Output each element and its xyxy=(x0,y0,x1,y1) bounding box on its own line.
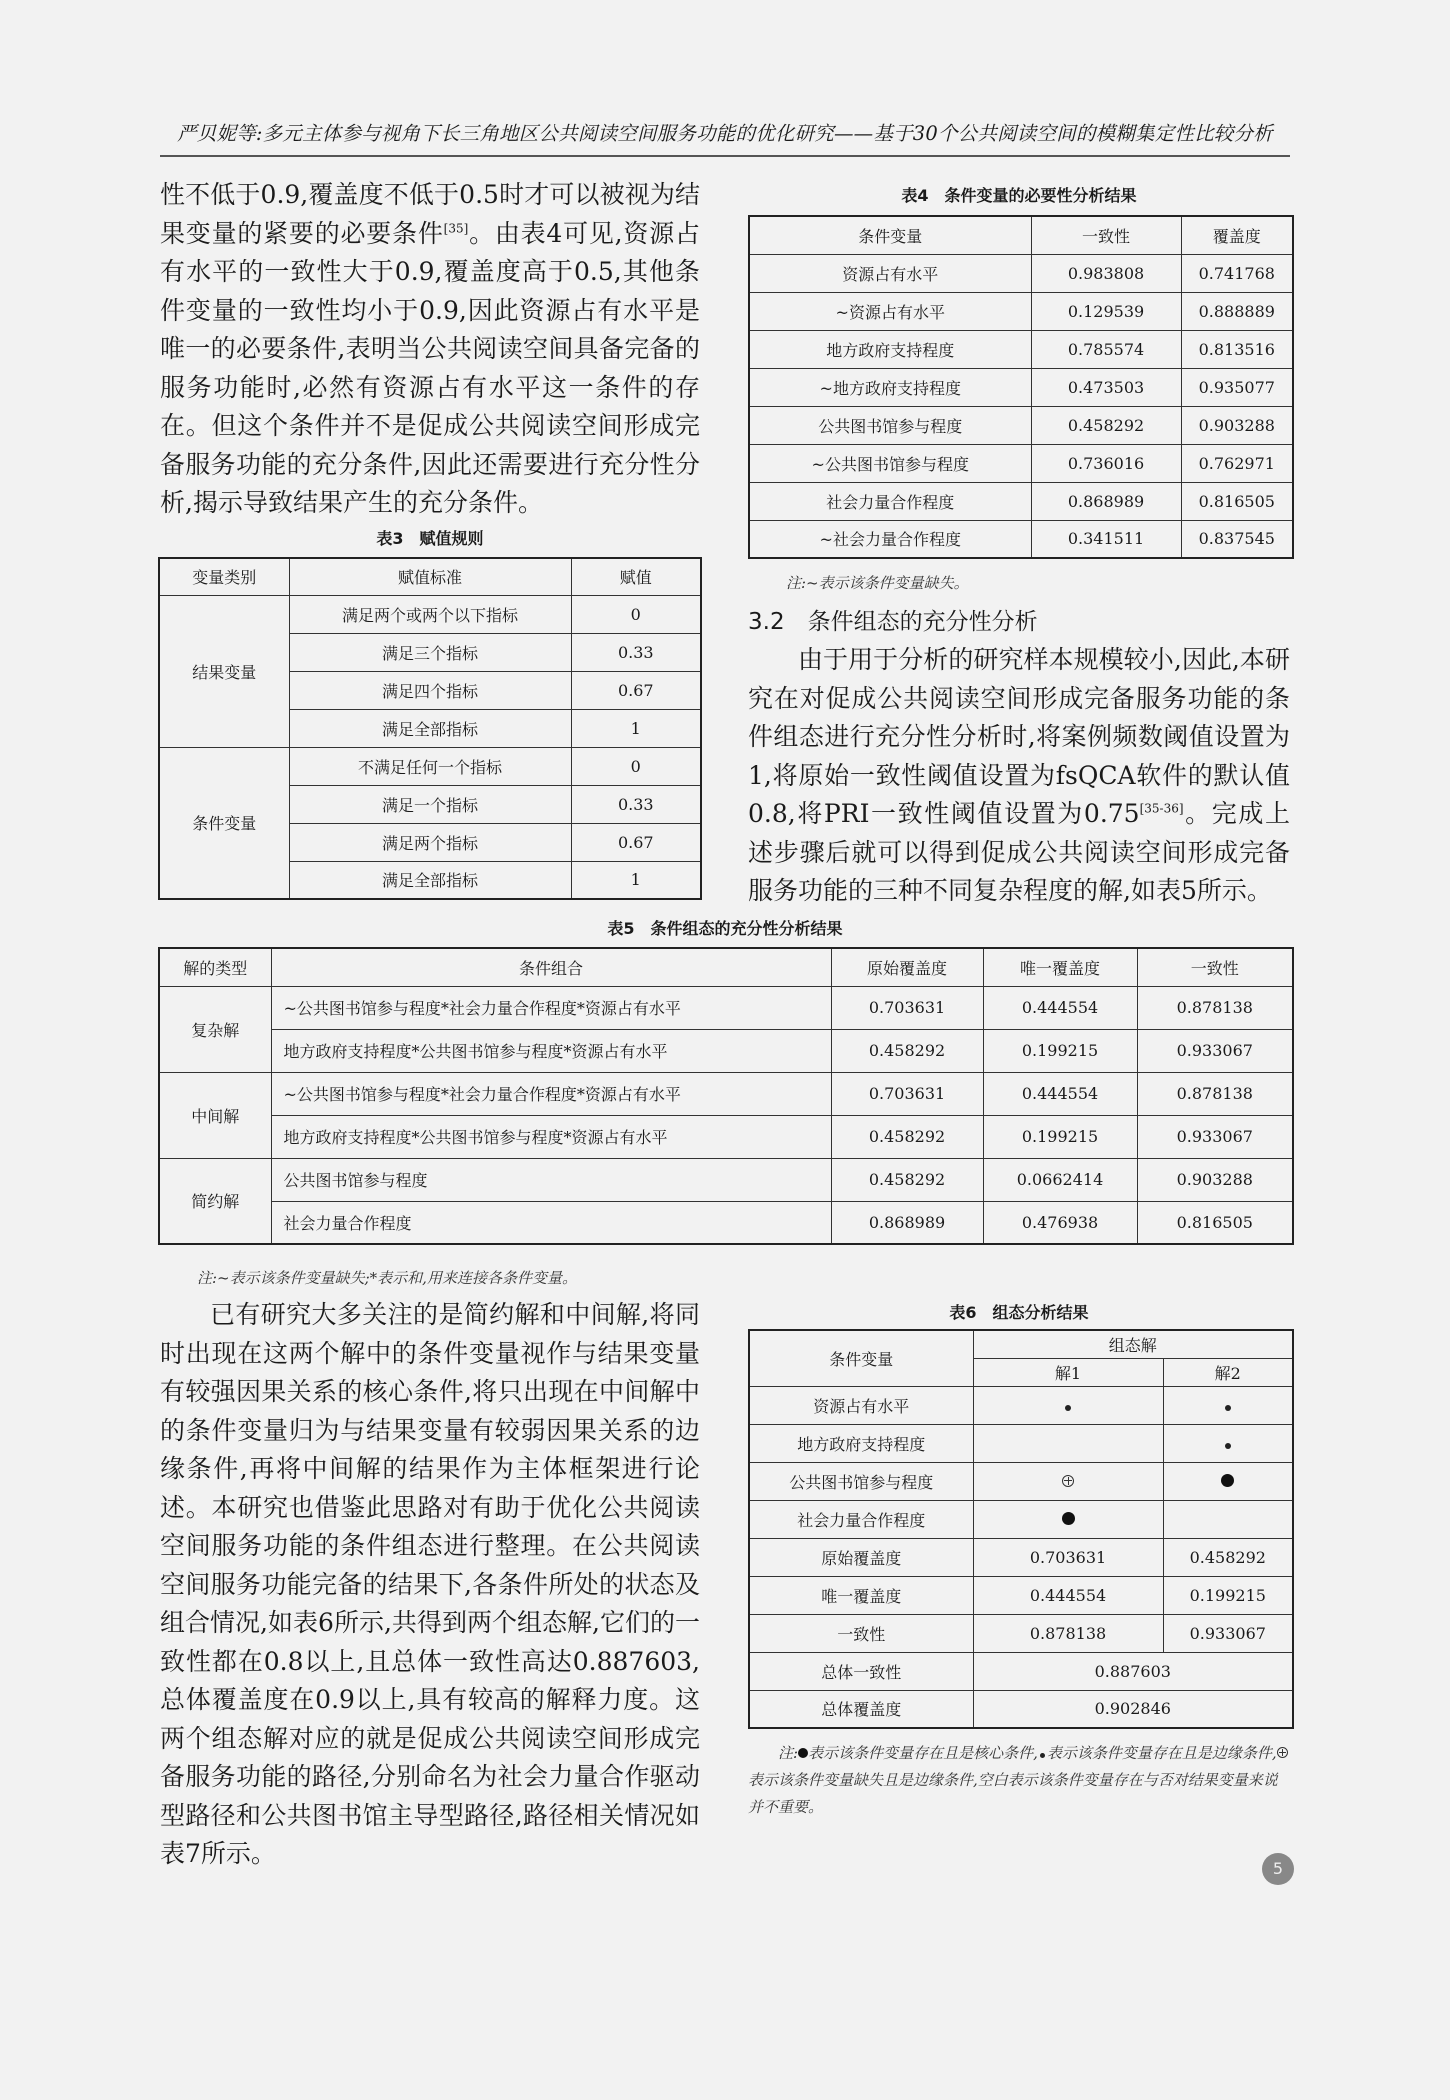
table5-cell: 0.933067 xyxy=(1137,1115,1293,1158)
table6-solution-header: 解2 xyxy=(1163,1358,1293,1386)
table3-cell: 1 xyxy=(571,709,701,747)
table6-row-label: 社会力量合作程度 xyxy=(749,1500,973,1538)
table3-cell: 满足全部指标 xyxy=(289,709,571,747)
section-3-2-text-b: 。完成上述步骤后就可以得到促成公共阅读空间形成完备服务功能的三种不同复杂程度的解,如表5所示。 xyxy=(748,799,1290,905)
left-paragraph-1 xyxy=(160,176,700,523)
table6-row-label: 资源占有水平 xyxy=(749,1386,973,1424)
para1-text-b: 。由表4可见,资源占有水平的一致性大于0.9,覆盖度高于0.5,其他条件变量的一致性均小于0.9,因此资源占有水平是唯一的必要条件,表明当公共阅读空间具备完备的服务功能时,必然有资源占有水平这一条件的存在。但这个条件并不是促成公共阅读空间形成完备服务功能的充分条件,因此还需要进行充分性分析,揭示导致结果产生的充分条件。 xyxy=(160,218,700,517)
note-peripheral: 表示该条件变量存在且是边缘条件, xyxy=(1046,1744,1277,1762)
table3-header: 变量类别 xyxy=(159,558,289,595)
table3-cell: 0.33 xyxy=(571,633,701,671)
table4-cell: 0.903288 xyxy=(1181,406,1293,444)
table4-cell: 0.458292 xyxy=(1031,406,1181,444)
section-3-2-text-a: 由于用于分析的研究样本规模较小,因此,本研究在对促成公共阅读空间形成完备服务功能的条件组态进行充分性分析时,将案例频数阈值设置为1,将原始一致性阈值设置为fsQCA软件的默认值0.8,将PRI一致性阈值设置为0.75 xyxy=(748,645,1290,828)
table4-cell: 0.736016 xyxy=(1031,444,1181,482)
table4-cell: 0.785574 xyxy=(1031,330,1181,368)
table5-cell: 0.444554 xyxy=(983,1072,1137,1115)
table4-cell: 0.129539 xyxy=(1031,292,1181,330)
core-present-dot-icon xyxy=(1221,1474,1234,1487)
note-absent: 表示该条件变量缺失且是边缘条件,空白表示该条件变量存在与否对结果变量来说并不重要。 xyxy=(748,1771,1278,1816)
table3-cell: 1 xyxy=(571,861,701,899)
table6-cell: 0.933067 xyxy=(1163,1614,1293,1652)
table6-caption: 表6 组态分析结果 xyxy=(949,1303,1089,1322)
table4-cell: 0.741768 xyxy=(1181,254,1293,292)
para1-text-a: 性不低于0.9,覆盖度不低于0.5时才可以被视为结果变量的紧要的必要条件 xyxy=(160,180,700,248)
table3-cell: 满足两个指标 xyxy=(289,823,571,861)
absent-crossed-circle-icon xyxy=(1277,1747,1288,1758)
left-paragraph-2 xyxy=(160,1296,700,1874)
table5-cell: 0.903288 xyxy=(1137,1158,1293,1201)
section-3-2-paragraph xyxy=(748,641,1290,911)
para2-text: 已有研究大多关注的是简约解和中间解,将同时出现在这两个解中的条件变量视作与结果变量有较强因果关系的核心条件,将只出现在中间解中的条件变量归为与结果变量有较弱因果关系的边缘条件,再将中间解的结果作为主体框架进行论述。本研究也借鉴此思路对有助于优化公共阅读空间服务功能的条件组态进行整理。在公共阅读空间服务功能完备的结果下,各条件所处的状态及组合情况,如表6所示,共得到两个组态解,它们的一致性都在0.8以上,且总体一致性高达0.887603,总体覆盖度在0.9以上,具有较高的解释力度。这两个组态解对应的就是促成公共阅读空间形成完备服务功能的路径,分别命名为社会力量合作驱动型路径和公共图书馆主导型路径,路径相关情况如表7所示。 xyxy=(160,1300,700,1868)
table3-cell: 满足一个指标 xyxy=(289,785,571,823)
table5-cell: ~公共图书馆参与程度*社会力量合作程度*资源占有水平 xyxy=(271,986,831,1029)
table6-overall-label: 总体覆盖度 xyxy=(749,1690,973,1728)
table3-cell: 满足两个或两个以下指标 xyxy=(289,595,571,633)
table5-header: 解的类型 xyxy=(159,948,271,986)
table6-stat-label: 唯一覆盖度 xyxy=(749,1576,973,1614)
table5-cell: 地方政府支持程度*公共图书馆参与程度*资源占有水平 xyxy=(271,1029,831,1072)
table6-overall-value: 0.887603 xyxy=(973,1652,1293,1690)
table6-cell: 0.444554 xyxy=(973,1576,1163,1614)
table5-cell: 0.476938 xyxy=(983,1201,1137,1244)
peripheral-present-dot-icon xyxy=(1040,1753,1045,1758)
citation-35-36: [35-36] xyxy=(1139,801,1184,816)
table6-row-label: 地方政府支持程度 xyxy=(749,1424,973,1462)
page-number: 5 xyxy=(1262,1853,1294,1885)
table4-caption: 表4 条件变量的必要性分析结果 xyxy=(901,186,1137,205)
table6-cell: 0.458292 xyxy=(1163,1538,1293,1576)
table6-empty-cell xyxy=(973,1424,1163,1462)
table5-cell: 0.868989 xyxy=(831,1201,983,1244)
table3-cell: 满足三个指标 xyxy=(289,633,571,671)
table3-cell: 0 xyxy=(571,747,701,785)
table3-cell: 0 xyxy=(571,595,701,633)
table4-cell: 0.816505 xyxy=(1181,482,1293,520)
table4-cell: ~地方政府支持程度 xyxy=(749,368,1031,406)
table6-cell: 0.703631 xyxy=(973,1538,1163,1576)
peripheral-present-dot-icon xyxy=(1225,1405,1231,1411)
table5-cell: 0.199215 xyxy=(983,1115,1137,1158)
table6-overall-label: 总体一致性 xyxy=(749,1652,973,1690)
table5-cell: 0.703631 xyxy=(831,986,983,1029)
table6-solution-header: 解1 xyxy=(973,1358,1163,1386)
peripheral-present-dot-icon xyxy=(1065,1405,1071,1411)
table5-solution-type: 复杂解 xyxy=(159,986,271,1072)
table5-cell: 0.878138 xyxy=(1137,1072,1293,1115)
table5-header: 条件组合 xyxy=(271,948,831,986)
table5-header: 一致性 xyxy=(1137,948,1293,986)
table6-group-header: 组态解 xyxy=(973,1330,1293,1358)
table6 xyxy=(748,1329,1294,1729)
table4-cell: 0.762971 xyxy=(1181,444,1293,482)
table4-cell: 地方政府支持程度 xyxy=(749,330,1031,368)
table3-cell: 0.33 xyxy=(571,785,701,823)
peripheral-present-dot-icon xyxy=(1225,1443,1231,1449)
table5-cell: 0.703631 xyxy=(831,1072,983,1115)
table5-cell: ~公共图书馆参与程度*社会力量合作程度*资源占有水平 xyxy=(271,1072,831,1115)
table4-header: 一致性 xyxy=(1031,216,1181,254)
table4-cell: ~社会力量合作程度 xyxy=(749,520,1031,558)
table5-header: 原始覆盖度 xyxy=(831,948,983,986)
table6-empty-cell xyxy=(1163,1500,1293,1538)
absent-crossed-circle-icon xyxy=(1062,1475,1074,1487)
table4-cell: 资源占有水平 xyxy=(749,254,1031,292)
note-core: 表示该条件变量存在且是核心条件, xyxy=(808,1744,1038,1762)
table4-cell: 0.837545 xyxy=(1181,520,1293,558)
note-prefix: 注: xyxy=(778,1744,799,1762)
table4-cell: 0.888889 xyxy=(1181,292,1293,330)
table5-solution-type: 简约解 xyxy=(159,1158,271,1244)
table4-cell: 0.868989 xyxy=(1031,482,1181,520)
table5-caption: 表5 条件组态的充分性分析结果 xyxy=(607,919,843,938)
table5-solution-type: 中间解 xyxy=(159,1072,271,1158)
table3-cell: 满足全部指标 xyxy=(289,861,571,899)
table5 xyxy=(158,947,1294,1245)
table5-cell: 社会力量合作程度 xyxy=(271,1201,831,1244)
table4-cell: ~公共图书馆参与程度 xyxy=(749,444,1031,482)
section-heading-3-2: 3.2 条件组态的充分性分析 xyxy=(748,609,1038,635)
table6-note xyxy=(748,1740,1290,1821)
citation-35: [35] xyxy=(443,221,469,236)
table4-cell: 社会力量合作程度 xyxy=(749,482,1031,520)
table4-cell: 0.341511 xyxy=(1031,520,1181,558)
table4-cell: 0.813516 xyxy=(1181,330,1293,368)
table3 xyxy=(158,557,702,900)
running-header: 严贝妮等:多元主体参与视角下长三角地区公共阅读空间服务功能的优化研究——基于30个公共阅读空间的模糊集定性比较分析 xyxy=(177,122,1273,145)
table5-note: 注:~表示该条件变量缺失;*表示和,用来连接各条件变量。 xyxy=(197,1269,577,1287)
table5-cell: 公共图书馆参与程度 xyxy=(271,1158,831,1201)
table3-header: 赋值标准 xyxy=(289,558,571,595)
table6-stat-label: 一致性 xyxy=(749,1614,973,1652)
table5-cell: 0.458292 xyxy=(831,1158,983,1201)
table4-cell: 0.935077 xyxy=(1181,368,1293,406)
table5-cell: 0.199215 xyxy=(983,1029,1137,1072)
table6-cell: 0.878138 xyxy=(973,1614,1163,1652)
table5-cell: 0.878138 xyxy=(1137,986,1293,1029)
table5-header: 唯一覆盖度 xyxy=(983,948,1137,986)
table6-overall-value: 0.902846 xyxy=(973,1690,1293,1728)
table6-cell: 0.199215 xyxy=(1163,1576,1293,1614)
table3-caption: 表3 赋值规则 xyxy=(376,529,484,548)
table6-row-label: 公共图书馆参与程度 xyxy=(749,1462,973,1500)
table5-cell: 0.458292 xyxy=(831,1029,983,1072)
core-present-dot-icon xyxy=(1062,1512,1075,1525)
table3-category: 条件变量 xyxy=(159,747,289,899)
table5-cell: 0.933067 xyxy=(1137,1029,1293,1072)
table4-header: 条件变量 xyxy=(749,216,1031,254)
table3-cell: 0.67 xyxy=(571,671,701,709)
table5-cell: 地方政府支持程度*公共图书馆参与程度*资源占有水平 xyxy=(271,1115,831,1158)
table6-col-header: 条件变量 xyxy=(749,1330,973,1386)
table4-cell: ~资源占有水平 xyxy=(749,292,1031,330)
table4-cell: 公共图书馆参与程度 xyxy=(749,406,1031,444)
table4-cell: 0.473503 xyxy=(1031,368,1181,406)
table5-cell: 0.816505 xyxy=(1137,1201,1293,1244)
table4-header: 覆盖度 xyxy=(1181,216,1293,254)
table6-stat-label: 原始覆盖度 xyxy=(749,1538,973,1576)
table3-cell: 不满足任何一个指标 xyxy=(289,747,571,785)
table3-header: 赋值 xyxy=(571,558,701,595)
table4 xyxy=(748,215,1294,559)
table4-cell: 0.983808 xyxy=(1031,254,1181,292)
table3-cell: 0.67 xyxy=(571,823,701,861)
core-present-dot-icon xyxy=(798,1748,808,1758)
table4-note: 注:~表示该条件变量缺失。 xyxy=(786,574,969,592)
table5-cell: 0.458292 xyxy=(831,1115,983,1158)
header-rule xyxy=(160,155,1290,157)
table3-category: 结果变量 xyxy=(159,595,289,747)
table5-cell: 0.444554 xyxy=(983,986,1137,1029)
table5-cell: 0.0662414 xyxy=(983,1158,1137,1201)
table3-cell: 满足四个指标 xyxy=(289,671,571,709)
